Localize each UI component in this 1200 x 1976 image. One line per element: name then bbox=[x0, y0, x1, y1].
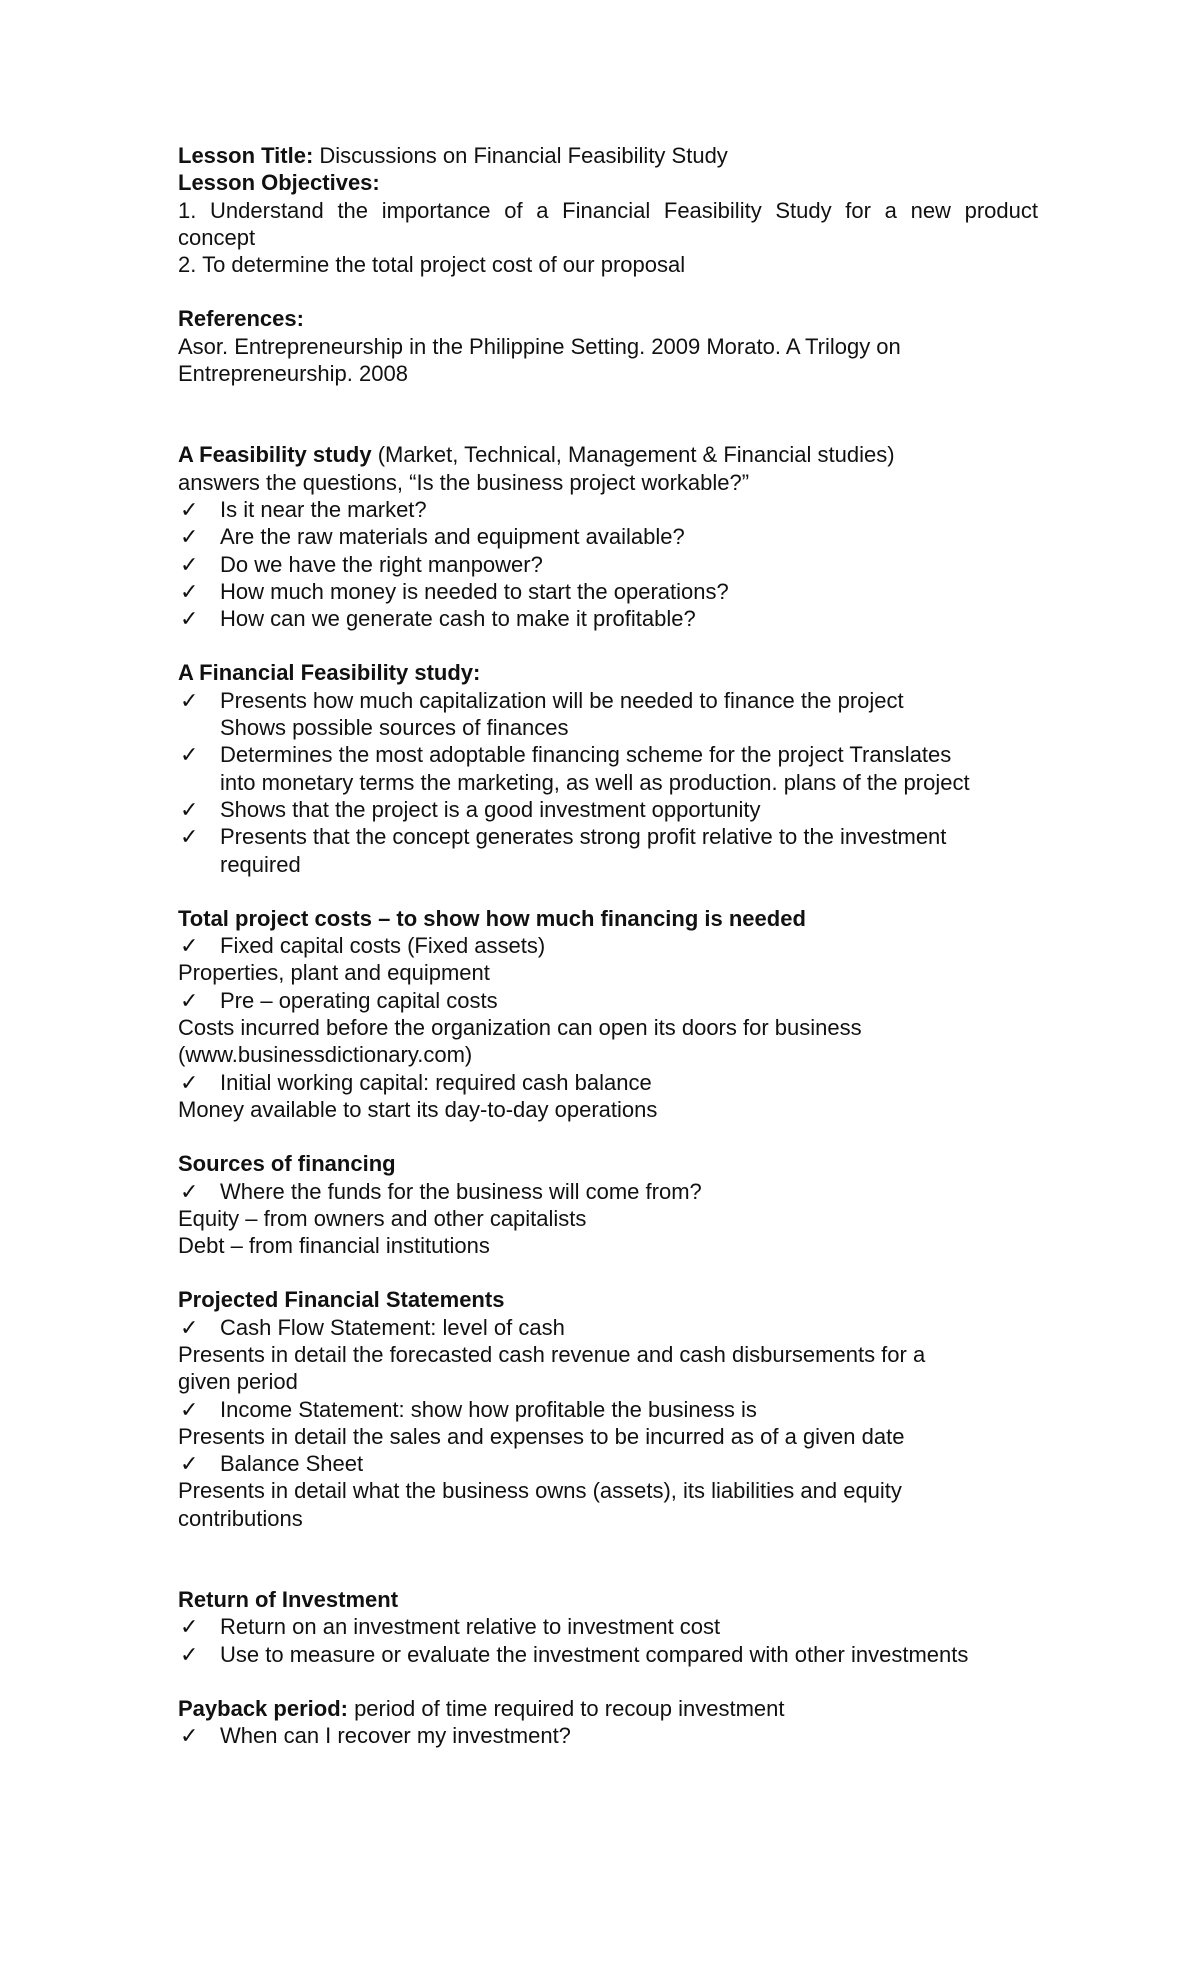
checkmark-icon: ✓ bbox=[180, 933, 199, 959]
checkmark-icon: ✓ bbox=[180, 1069, 199, 1095]
checklist-item: ✓ Where the funds for the business will come from? bbox=[180, 1178, 702, 1204]
checkmark-icon: ✓ bbox=[180, 1314, 199, 1340]
checkmark-icon: ✓ bbox=[180, 496, 199, 522]
checkmark-icon: ✓ bbox=[180, 524, 199, 550]
checklist-item: ✓ When can I recover my investment? bbox=[180, 1723, 571, 1749]
checkmark-icon: ✓ bbox=[180, 987, 199, 1013]
description-line: Debt – from financial institutions bbox=[178, 1233, 490, 1259]
checklist-item: ✓ Determines the most adoptable financing scheme for the project Translates bbox=[180, 742, 952, 768]
checklist-item: ✓ Balance Sheet bbox=[180, 1451, 364, 1477]
statements-heading: Projected Financial Statements bbox=[178, 1287, 505, 1313]
description-line: Presents in detail the forecasted cash revenue and cash disbursements for a bbox=[178, 1341, 926, 1367]
checklist-item: ✓ Shows that the project is a good investment opportunity bbox=[180, 796, 761, 822]
checklist-item: ✓ Is it near the market? bbox=[180, 496, 427, 522]
description-line: (www.businessdictionary.com) bbox=[178, 1042, 473, 1068]
roi-heading: Return of Investment bbox=[178, 1587, 399, 1613]
checklist-item: ✓ Income Statement: show how profitable the business is bbox=[180, 1396, 757, 1422]
checkmark-icon: ✓ bbox=[180, 1723, 199, 1749]
checklist-item: ✓ Cash Flow Statement: level of cash bbox=[180, 1314, 565, 1340]
description-line: Properties, plant and equipment bbox=[178, 960, 490, 986]
checklist-item: ✓ Fixed capital costs (Fixed assets) bbox=[180, 933, 546, 959]
checkmark-icon: ✓ bbox=[180, 1451, 199, 1477]
checklist-item: ✓ Initial working capital: required cash balance bbox=[180, 1069, 652, 1095]
lesson-objectives-heading: Lesson Objectives: bbox=[178, 170, 380, 196]
references-heading: References: bbox=[178, 306, 304, 332]
checkmark-icon: ✓ bbox=[180, 824, 199, 850]
financing-heading: Sources of financing bbox=[178, 1151, 396, 1177]
checkmark-icon: ✓ bbox=[180, 551, 199, 577]
checkmark-icon: ✓ bbox=[180, 578, 199, 604]
checkmark-icon: ✓ bbox=[180, 742, 199, 768]
description-line: Presents in detail what the business owns (assets), its liabilities and equity bbox=[178, 1478, 902, 1504]
checklist-item: ✓ Return on an investment relative to investment cost bbox=[180, 1614, 721, 1640]
checklist-item-continuation: required bbox=[220, 851, 301, 877]
reference-line-b: Entrepreneurship. 2008 bbox=[178, 361, 408, 387]
lesson-title: Lesson Title: Discussions on Financial Feasibility Study bbox=[178, 143, 728, 168]
feasibility-intro: answers the questions, “Is the business project workable?” bbox=[178, 469, 750, 495]
checkmark-icon: ✓ bbox=[180, 687, 199, 713]
checklist-item: ✓ Use to measure or evaluate the investment compared with other investments bbox=[180, 1641, 969, 1667]
description-line: given period bbox=[178, 1369, 298, 1395]
checklist-item: ✓ Presents that the concept generates strong profit relative to the investment bbox=[180, 824, 947, 850]
objective-2: 2. To determine the total project cost of our proposal bbox=[178, 252, 686, 278]
financial-feasibility-heading: A Financial Feasibility study: bbox=[178, 660, 481, 686]
checklist-item: ✓ How much money is needed to start the operations? bbox=[180, 578, 729, 604]
description-line: contributions bbox=[178, 1505, 303, 1531]
document-page bbox=[178, 142, 1038, 1750]
description-line: Money available to start its day-to-day operations bbox=[178, 1096, 658, 1122]
payback-heading: Payback period: period of time required to recoup investment bbox=[178, 1695, 785, 1721]
checklist-item: ✓ Are the raw materials and equipment available? bbox=[180, 524, 685, 550]
checklist-item: ✓ Presents how much capitalization will be needed to finance the project bbox=[180, 687, 904, 713]
description-line: Presents in detail the sales and expenses to be incurred as of a given date bbox=[178, 1423, 905, 1449]
total-costs-heading: Total project costs – to show how much financing is needed bbox=[178, 905, 806, 931]
checkmark-icon: ✓ bbox=[180, 1178, 199, 1204]
objective-1-line-a: 1. Understand the importance of a Financial Feasibility Study for a new product bbox=[178, 197, 1038, 223]
checklist-item: ✓ Pre – operating capital costs bbox=[180, 987, 498, 1013]
checkmark-icon: ✓ bbox=[180, 606, 199, 632]
checkmark-icon: ✓ bbox=[180, 796, 199, 822]
description-line: Costs incurred before the organization can open its doors for business bbox=[178, 1015, 862, 1041]
checklist-item-continuation: Shows possible sources of finances bbox=[220, 715, 569, 741]
checklist-item-continuation: into monetary terms the marketing, as well as production. plans of the project bbox=[220, 769, 970, 795]
description-line: Equity – from owners and other capitalists bbox=[178, 1205, 587, 1231]
checklist-item: ✓ How can we generate cash to make it profitable? bbox=[180, 606, 696, 632]
checkmark-icon: ✓ bbox=[180, 1614, 199, 1640]
feasibility-heading: A Feasibility study (Market, Technical, Management & Financial studies) bbox=[178, 442, 895, 468]
objective-1-line-b: concept bbox=[178, 224, 256, 250]
reference-line-a: Asor. Entrepreneurship in the Philippine Setting. 2009 Morato. A Trilogy on bbox=[178, 333, 901, 359]
checklist-item: ✓ Do we have the right manpower? bbox=[180, 551, 543, 577]
checkmark-icon: ✓ bbox=[180, 1641, 199, 1667]
checkmark-icon: ✓ bbox=[180, 1396, 199, 1422]
